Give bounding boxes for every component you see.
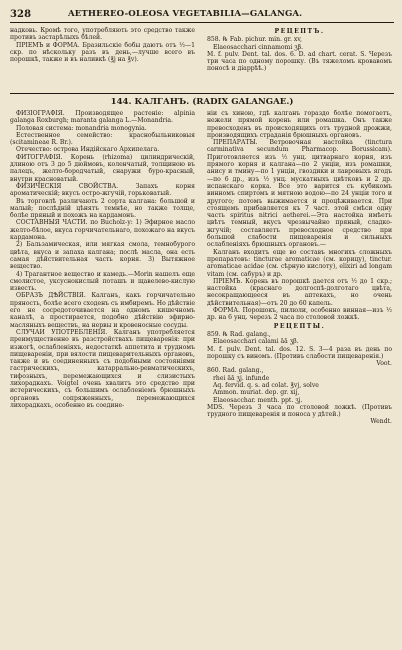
recipes-heading: РЕЦЕПТЫ. — [273, 322, 326, 330]
recipe-heading: РЕЦЕПТЪ. — [274, 28, 325, 35]
running-header — [10, 9, 394, 23]
recipe-author: Wendt. — [370, 418, 392, 426]
recipe-line: Elaeosacchari calami āā ʒβ. — [213, 338, 299, 346]
paragraph: 4) Трагантное вещество и камедь.—Morin нашелъ еще смолистое, уксуснокислый поташъ и щавелево-кислую известь. — [10, 270, 195, 293]
paragraph: Отечество: острова Индійскаго Архипелага. — [16, 146, 160, 154]
recipe-line: 858. ℞ Fab. pichur. min. gr. xv, — [207, 36, 302, 44]
section-divider — [10, 93, 394, 94]
paragraph: ФИЗИЧЕСКІЯ СВОЙСТВА. Запахъ корня ароматическій; вкусъ остро-жгучій, горьковатый. — [10, 182, 195, 198]
left-column — [10, 110, 195, 645]
recipe-line: rhei āā ʒj. infunde — [213, 374, 270, 382]
right-column — [207, 110, 392, 645]
paragraph: ПРІЕМЪ и ФОРМА. Бразильскіе бобы даютъ отъ ½—1 скр. по нѣскольку разъ въ день,—лучше всего въ порошкѣ, также и въ наливкѣ (℥j на ℥v). — [10, 41, 195, 64]
recipe-line: Elaeosacchar. menth. ppt. ʒj. — [213, 396, 303, 404]
paragraph: Калганъ входитъ еще во составъ многихъ сложныхъ препаратовъ: tincturae aromaticae (см. корицу), tinctur. aromaticae acidae (см. сѣрную кислоту), elixiri ad longam vitam (см. сабуръ) и др. — [207, 248, 392, 278]
paragraph: Половая система: monandria monogynia. — [16, 124, 147, 132]
paragraph: СЛУЧАИ УПОТРЕБЛЕНІЯ. Калганъ употребляется преимущественно въ разстройствахъ пищеваренія: при изжогѣ, ослабленіяхъ, недостаткѣ аппетита и трудномъ пищевареніи, при вялости пищеварительныхъ органовъ, также и въ соединенныхъ съ подобными состояніями гастрическихъ, катаррально-ревматическихъ, тифозныхъ, перемежающихся и слизистыхъ лихорадкахъ. Voigtel очень хвалитъ это средство при истерическихъ, съ большимъ ослабленіемъ брюшныхъ органовъ сопряженныхъ, перемежающихся лихорадкахъ, особенно въ соедине- — [10, 328, 195, 409]
running-title: AETHEREO-OLEOSA VEGETABILIA—GALANGA. — [68, 9, 303, 19]
recipe-line: Ammon. muriat. dep. gr. xij, — [213, 389, 300, 397]
paragraph: 2) Бальзамическая, или мягкая смола, темнобурого цвѣта, вкуса и запаха калгана; послѣ масла, она есть самая дѣйствительная часть корня. 3) Вытяжное вещество. — [10, 241, 195, 271]
paragraph: ОБРАЗЪ ДѢЙСТВІЯ. Калганъ, какъ горчичательно пряность, болѣе всего сходенъ съ имбиремъ. Но дѣйствіе его не сосредоточивается на одномъ кишечномъ каналѣ, а простирается, подобно дѣйствію эфирно-масляныхъ веществъ, на нервы и кровеносные сосуды. — [10, 292, 195, 329]
recipe-line: Aq. fervid. q. s. ad colat. ℥vj, solve — [213, 381, 319, 389]
page-number: 328 — [10, 9, 32, 20]
book-page — [10, 0, 394, 650]
recipe-line: 860. Rad. galang., — [207, 367, 264, 375]
prev-section-left-column — [10, 27, 195, 93]
paragraph: ПРЕПАРАТЫ. Ветровочная настойка (tinctura carminativa secundum Pharmacop. Borussicam). Приготовляется изъ ½ унц. цитварнаго корня, изъ прямого корня и калгана—по 2 унціи, изъ ромашки, анису и тмину—по 1 унціи, гвоздики и лавровыхъ ягодъ—по 6 др., изъ ½ унц. мускатныхъ цвѣтковъ и 2 др. испанскаго корка. Все это варится съ кубикомъ винномъ спиртомъ и мятною водою—по 24 унціи того и другого; потомъ выжимается и процѣживается. При стоящемъ прибавляется къ 7 част. этой смѣси одну часть spiritus nitrici aetherei.—Эта настойка имѣетъ цвѣтъ темный, вкусъ чрезвычайно пряный, сладко-жгучій; составляетъ превосходное средство при большой слабости пищеваренія и сильныхъ ослабленіяхъ брюшныхъ органовъ.— — [207, 139, 392, 249]
paragraph: надковь. Кромѣ того, употребляють это средство также противъ застарѣлыхъ бѣлей. — [10, 27, 195, 42]
recipe-line: Elaeosacchari cinnamomi ʒβ. — [213, 43, 304, 51]
paragraph: ПРІЕМЪ. Корень въ порошкѣ дается отъ ½ до 1 скр.; настойка (краснаго долгоспѣ-долготаго цвѣта, несокращающееся въ аптекахъ, но очень дѣйствительная)—отъ 20 до 60 капель. — [207, 277, 392, 307]
recipe-line: M. f. pulv. Dent. tal. dos. 12. S. 3—4 раза въ день по порошку съ виномъ. (Противъ слабости пищеваренія.) — [207, 345, 392, 360]
paragraph: Естественное семейство: краснобыльниковыя (scitamineae R. Br.). — [10, 131, 195, 147]
recipe-line: MDS. Черезъ 3 часа по столовой ложкѣ. (Противъ трудного пищеваренія и поноса у дѣтей.) — [207, 403, 392, 419]
header-rule — [10, 22, 394, 23]
paragraph: ФОРМА. Порошокъ, пилюли, особенно винная—изъ ½ др. на 6 унц. черезъ 2 часа по столовой ложкѣ. — [207, 307, 392, 322]
recipe-line: 859. ℞ Rad. galang., — [207, 330, 271, 338]
paragraph: ФИЗІОГРАФІЯ. Производящее растеніе: alpinia galanga Roxburgh; maranta galanga L.—Monandria. — [10, 110, 195, 125]
paragraph: ФИТОГРАФІЯ. Корень (rhizoma) цилиндрическій, длиною отъ 3 до 5 дюймовъ, коленчатый, толщиною въ палецъ, желто-бородчатый, снаружи буро-красный, внутри красноватый. — [10, 153, 195, 183]
paragraph: ніи съ хиною, гдѣ калганъ гораздо болѣе помогаетъ, нежели прямой корень или ромашка. Онъ также превосходенъ въ происходящихъ отъ трудной дрожжи, производящихъ страданія брюшныхъ органовъ. — [207, 110, 392, 139]
prev-section-right-column — [207, 27, 392, 93]
paragraph: Въ торговлѣ различають 2 сорта калгана: большой и малый; послѣдній цѣнятъ темнѣе, но также толще, болѣе пряный и похожъ на кардамонъ. — [10, 197, 195, 220]
paragraph: СОСТАВНЫЯ ЧАСТИ. по Bucholz-у: 1) Эфирное масло желто-бѣлое, вкуса горчичательнаго, похожаго на вкусъ кардамона. — [10, 219, 195, 242]
section-title: 144. КАЛГАНЪ. (RADIX GALANGAE.) — [110, 97, 294, 107]
recipe-author: Voot. — [376, 360, 392, 368]
recipe-line: M. f. pulv. Dent. tal. dos. 6. D. ad chart. cerat. S. Черезъ три часа по одному порошку. (Въ тяжеломъ кровавомъ поносѣ и діаррѣѣ.) — [207, 50, 392, 73]
